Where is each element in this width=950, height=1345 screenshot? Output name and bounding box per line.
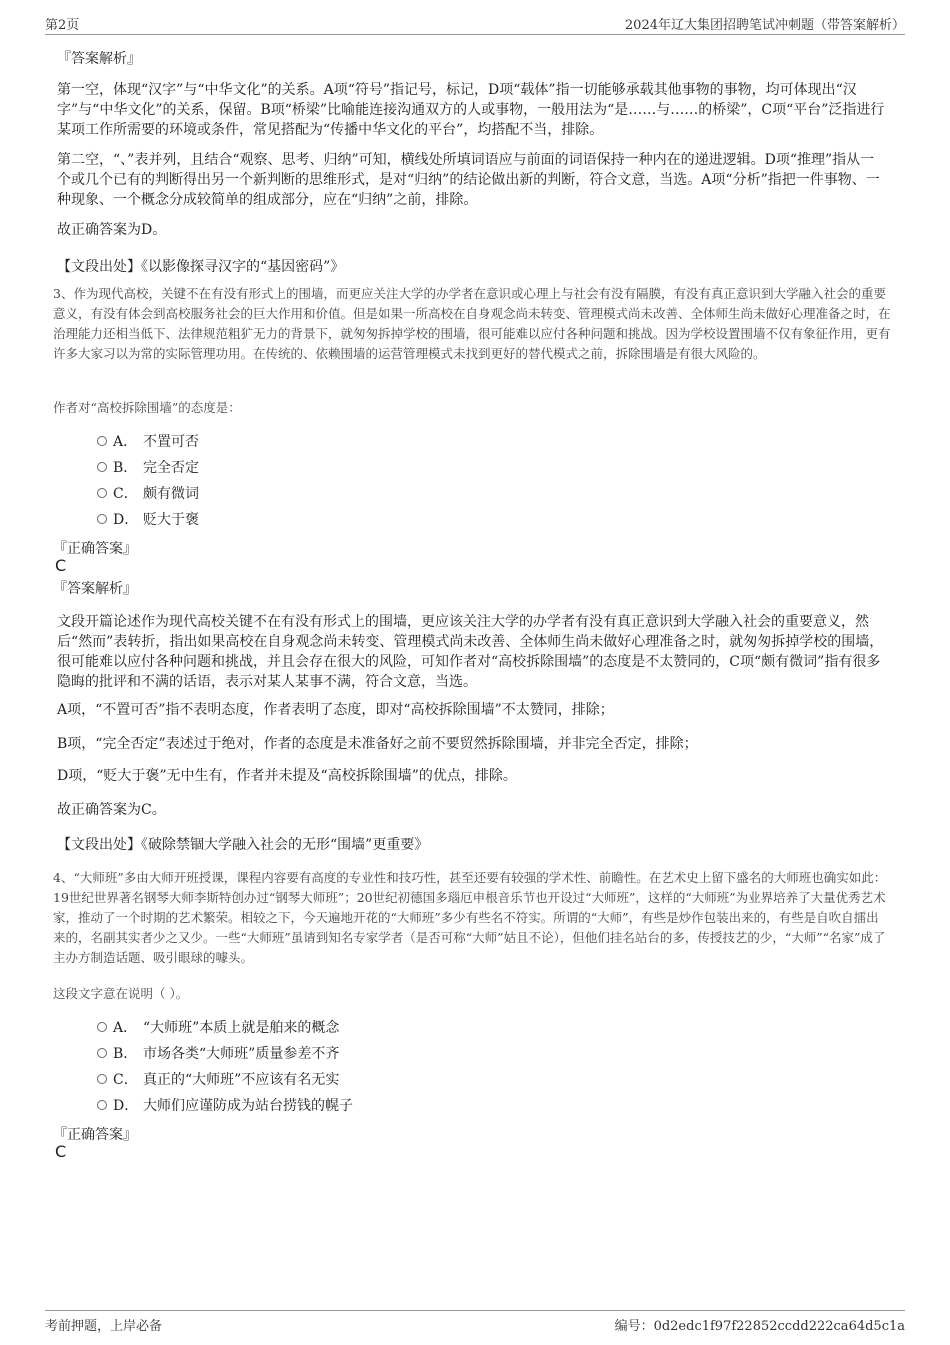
question-prompt: 这段文字意在说明（ ）。 — [53, 986, 189, 1001]
answer-conclusion: 故正确答案为C。 — [57, 802, 166, 818]
radio-button-icon[interactable] — [97, 1022, 107, 1032]
answer-conclusion: 故正确答案为D。 — [57, 222, 167, 238]
analysis-paragraph: 第一空，体现“汉字”与“中华文化”的关系。A项“符号”指记号，标记，D项“载体”指一切能够承载其他事物的事物，均可体现出“汉字”与“中华文化”的关系，保留。B项“桥梁”比喻能连接沟通双方的人或事物，一般用法为“是……与……的桥梁”，C项“平台”泛指进行某项工作所需要的环境或条件，常见搭配为“传播中华文化的平台”，均搭配不当，排除。 — [57, 82, 885, 138]
correct-answer-label: 『正确答案』 — [53, 541, 137, 557]
radio-button-icon[interactable] — [97, 436, 107, 446]
question-stem: 4、“大师班”多由大师开班授课，课程内容要有高度的专业性和技巧性，甚至还要有较强的学术性、前瞻性。在艺术史上留下盛名的大师班也确实如此：19世纪世界著名钢琴大师李斯特创办过“钢琴大师班”；20世纪初德国多瑙厄申根音乐节也开设过“大师班”，这样的“大师班”为业界培养了大量优秀艺术家，推动了一个时期的艺术繁荣。相较之下，今天遍地开花的“大师班”多少有些名不符实。所谓的“大师”，有些是炒作包装出来的，有些是自吹自擂出来的，名副其实者少之又少。一些“大师班”虽请到知名专家学者（是否可称“大师”姑且不论），但他们挂名站台的多，传授技艺的少，“大师”“名家”成了主办方制造话题、吸引眼球的噱头。 — [53, 870, 887, 965]
radio-button-icon[interactable] — [97, 1048, 107, 1058]
radio-button-icon[interactable] — [97, 488, 107, 498]
radio-button-icon[interactable] — [97, 462, 107, 472]
document-title: 2024年辽大集团招聘笔试冲刺题（带答案解析） — [624, 18, 905, 33]
option-c[interactable]: C． 真正的“大师班”不应该有名无实 — [97, 1070, 339, 1090]
page-footer — [45, 1310, 905, 1335]
analysis-label: 『答案解析』 — [53, 581, 137, 597]
analysis-paragraph: 第二空，“、”表并列，且结合“观察、思考、归纳”可知，横线处所填词语应与前面的词语保持一种内在的递进逻辑。D项“推理”指从一个或几个已有的判断得出另一个新判断的思维形式，是对“归纳”的结论做出新的判断，符合文意，当选。A项“分析”指把一件事物、一种现象、一个概念分成较简单的组成部分，应在“归纳”之前，排除。 — [57, 152, 880, 208]
analysis-paragraph: B项，“完全否定”表述过于绝对，作者的态度是未准备好之前不要贸然拆除围墙，并非完全否定，排除； — [57, 736, 698, 752]
analysis-paragraph: A项，“不置可否”指不表明态度，作者表明了态度，即对“高校拆除围墙”不太赞同，排除； — [57, 702, 614, 718]
option-a[interactable]: A． 不置可否 — [97, 432, 199, 452]
radio-button-icon[interactable] — [97, 1074, 107, 1084]
correct-answer: C — [55, 1142, 67, 1161]
passage-source: 【文段出处】《破除禁锢大学融入社会的无形“围墙”更重要》 — [57, 837, 429, 853]
radio-button-icon[interactable] — [97, 514, 107, 524]
document-code: 编号：0d2edc1f97f22852ccdd222ca64d5c1a — [614, 1319, 905, 1334]
correct-answer: C — [55, 556, 67, 575]
analysis-paragraph: D项，“贬大于褒”无中生有，作者并未提及“高校拆除围墙”的优点，排除。 — [57, 768, 517, 784]
radio-button-icon[interactable] — [97, 1100, 107, 1110]
page-number: 第2页 — [45, 18, 80, 33]
option-d[interactable]: D． 贬大于褒 — [97, 510, 199, 530]
correct-answer-label: 『正确答案』 — [53, 1127, 137, 1143]
passage-source: 【文段出处】《以影像探寻汉字的“基因密码”》 — [57, 259, 345, 275]
page-header — [45, 12, 905, 35]
analysis-paragraph: 文段开篇论述作为现代高校关键不在有没有形式上的围墙，更应该关注大学的办学者有没有真正意识到大学融入社会的重要意义，然后“然而”表转折，指出如果高校在自身观念尚未转变、管理模式尚未改善、全体师生尚未做好心理准备之时，就匆匆拆掉学校的围墙，很可能难以应付各种问题和挑战，并且会存在很大的风险，可知作者对“高校拆除围墙”的态度是不太赞同的，C项“颇有微词”指有很多隐晦的批评和不满的话语，表示对某人某事不满，符合文意，当选。 — [57, 614, 884, 690]
question-stem: 3、作为现代高校，关键不在有没有形式上的围墙，而更应关注大学的办学者在意识或心理上与社会有没有隔膜，有没有真正意识到大学融入社会的重要意义，有没有体会到高校服务社会的巨大作用和价值。但是如果一所高校在自身观念尚未转变、管理模式尚未改善、全体师生尚未做好心理准备之时，在治理能力还相当低下、法律规范粗犷无力的背景下，就匆匆拆掉学校的围墙，很可能难以应付各种问题和挑战。因为学校设置围墙不仅有象征作用，更有许多大家习以为常的实际管理功用。在传统的、依赖围墙的运营管理模式未找到更好的替代模式之前，拆除围墙是有很大风险的。 — [53, 286, 891, 361]
option-b[interactable]: B． 市场各类“大师班”质量参差不齐 — [97, 1044, 339, 1064]
option-d[interactable]: D． 大师们应谨防成为站台捞钱的幌子 — [97, 1096, 353, 1116]
option-c[interactable]: C． 颇有微词 — [97, 484, 199, 504]
option-b[interactable]: B． 完全否定 — [97, 458, 199, 478]
option-a[interactable]: A． “大师班”本质上就是舶来的概念 — [97, 1018, 339, 1038]
footer-slogan: 考前押题，上岸必备 — [45, 1319, 163, 1334]
analysis-label: 『答案解析』 — [57, 51, 141, 67]
question-prompt: 作者对“高校拆除围墙”的态度是： — [53, 400, 241, 415]
